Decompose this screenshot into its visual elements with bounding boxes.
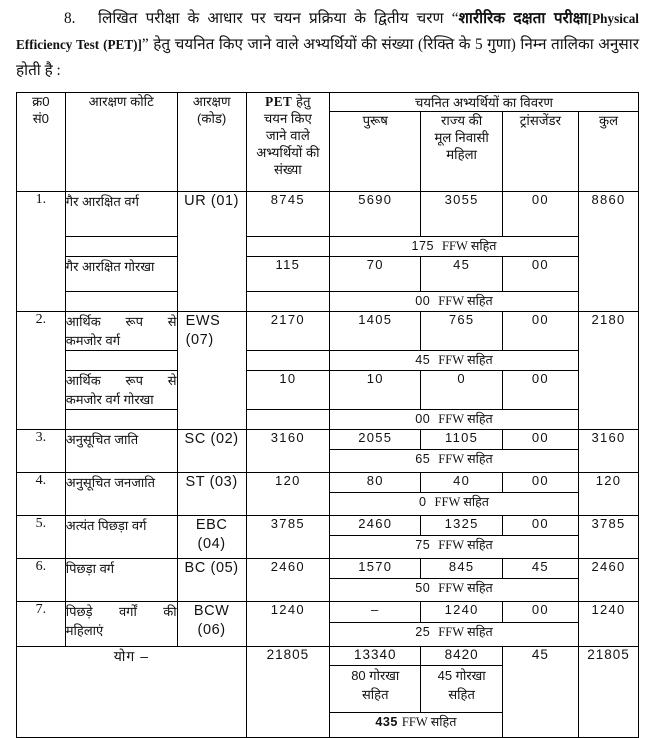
total-grand: 21805 [579, 647, 639, 738]
row-pet-2: 2170 [246, 312, 329, 351]
row-ffw-note-3: 65 FFW सहित [330, 450, 579, 473]
intro-paragraph [0, 0, 655, 84]
row-pet-4: 120 [246, 473, 329, 516]
row-code-4: ST (03) [177, 473, 246, 516]
row-male-2: 1405 [330, 312, 421, 351]
row-female-1-sub: 45 [421, 257, 502, 292]
row-female-7: 1240 [421, 602, 502, 623]
row-transgender-4: 00 [502, 473, 578, 493]
row-male-6: 1570 [330, 559, 421, 579]
table-row [17, 192, 639, 237]
row-code-1: UR (01) [177, 192, 246, 312]
row-transgender-3: 00 [502, 430, 578, 450]
total-label: योग – [17, 647, 247, 738]
row-pet-1-sub: 115 [246, 257, 329, 292]
row-pet-5: 3785 [246, 516, 329, 559]
row-code-5: EBC (04) [177, 516, 246, 559]
row-category-1-sub: गैर आरक्षित गोरखा [65, 257, 177, 292]
header-reservation-code: आरक्षण (कोड) [177, 93, 246, 192]
row-serial-3: 3. [17, 430, 66, 473]
row-code-6: BC (05) [177, 559, 246, 602]
row-ffw-note-1: 175 FFW सहित [330, 237, 579, 257]
row-male-2-sub: 10 [330, 371, 421, 410]
total-male: 13340 [330, 647, 421, 666]
table-ffw-row [17, 410, 639, 430]
row-ffw-note-4: 0 FFW सहित [330, 493, 579, 516]
row-female-2: 765 [421, 312, 502, 351]
row-male-4: 80 [330, 473, 421, 493]
row-code-2: EWS (07) [177, 312, 246, 430]
row-category-2-sub-spacer [65, 410, 177, 430]
header-reservation-category: आरक्षण कोटि [65, 93, 177, 192]
total-female: 8420 [421, 647, 502, 666]
row-category-6: पिछड़ा वर्ग [65, 559, 177, 602]
row-total-6: 2460 [579, 559, 639, 602]
row-pet-6: 2460 [246, 559, 329, 602]
row-serial-7: 7. [17, 602, 66, 647]
header-serial-number: क्र0 सं0 [17, 93, 66, 192]
row-pet-7: 1240 [246, 602, 329, 647]
row-category-5: अत्यंत पिछड़ा वर्ग [65, 516, 177, 559]
table-header-row-1 [17, 93, 639, 112]
intro-text-part2: हेतु चयनित किए जाने वाले अभ्यर्थियों की संख्या (रिक्ति के 5 गुणा) निम्न तालिका अनुसार होती है : [16, 36, 639, 79]
row-male-7: – [330, 602, 421, 623]
row-pet-1-spacer [246, 237, 329, 257]
row-transgender-1: 00 [502, 192, 578, 237]
header-male: पुरूष [330, 112, 421, 192]
row-category-7: पिछड़े वर्गों की महिलाएं [65, 602, 177, 647]
table-row [17, 371, 639, 410]
row-pet-2-sub-spacer [246, 410, 329, 430]
row-code-7: BCW (06) [177, 602, 246, 647]
row-total-1: 8860 [579, 192, 639, 312]
row-category-1: गैर आरक्षित वर्ग [65, 192, 177, 237]
row-transgender-6: 45 [502, 559, 578, 579]
intro-text-part1: लिखित परीक्षा के आधार पर चयन प्रक्रिया के द्वितीय चरण [98, 10, 452, 27]
row-ffw-note-7: 25 FFW सहित [330, 623, 579, 647]
total-male-gorkha-note: 80 गोरखा सहित [330, 666, 421, 713]
table-row [17, 257, 639, 292]
row-total-3: 3160 [579, 430, 639, 473]
pet-english-bold: [Physical Efficiency Test (PET)] [16, 11, 639, 52]
row-ffw-note-6: 50 FFW सहित [330, 579, 579, 602]
row-serial-2: 2. [17, 312, 66, 430]
quote-open: “ [451, 10, 459, 27]
row-male-1-sub: 70 [330, 257, 421, 292]
row-serial-5: 5. [17, 516, 66, 559]
table-row [17, 312, 639, 351]
header-transgender: ट्रांसजेंडर [502, 112, 578, 192]
row-ffw-note-2-sub: 00 FFW सहित [330, 410, 579, 430]
row-total-7: 1240 [579, 602, 639, 647]
row-female-2-sub: 0 [421, 371, 502, 410]
row-category-2-sub: आर्थिक रूप से कमजोर वर्ग गोरखा [65, 371, 177, 410]
total-ffw-note: 435 FFW सहित [330, 713, 503, 738]
row-female-3: 1105 [421, 430, 502, 450]
paragraph-number: 8. [64, 10, 76, 27]
row-female-6: 845 [421, 559, 502, 579]
row-serial-1: 1. [17, 192, 66, 312]
row-category-2-spacer [65, 351, 177, 371]
table-total-row [17, 647, 639, 666]
table-row [17, 516, 639, 536]
table-row [17, 559, 639, 579]
row-pet-3: 3160 [246, 430, 329, 473]
row-pet-1-sub-spacer [246, 292, 329, 312]
table-row [17, 473, 639, 493]
row-total-2: 2180 [579, 312, 639, 430]
table-ffw-row [17, 237, 639, 257]
header-total: कुल [579, 112, 639, 192]
row-serial-4: 4. [17, 473, 66, 516]
row-female-5: 1325 [421, 516, 502, 536]
row-pet-2-sub: 10 [246, 371, 329, 410]
total-pet: 21805 [246, 647, 329, 738]
row-ffw-note-5: 75 FFW सहित [330, 536, 579, 559]
row-category-1-sub-spacer [65, 292, 177, 312]
row-female-1: 3055 [421, 192, 502, 237]
row-category-2: आर्थिक रूप से कमजोर वर्ग [65, 312, 177, 351]
row-code-3: SC (02) [177, 430, 246, 473]
row-ffw-note-2: 45 FFW सहित [330, 351, 579, 371]
row-female-4: 40 [421, 473, 502, 493]
row-total-4: 120 [579, 473, 639, 516]
row-ffw-note-1-sub: 00 FFW सहित [330, 292, 579, 312]
total-female-gorkha-note: 45 गोरखा सहित [421, 666, 502, 713]
row-transgender-2-sub: 00 [502, 371, 578, 410]
header-selected-candidates-group: चयनित अभ्यर्थियों का विवरण [330, 93, 639, 112]
row-category-4: अनुसूचित जनजाति [65, 473, 177, 516]
row-transgender-2: 00 [502, 312, 578, 351]
header-pet-candidate-count: PET हेतु चयन किए जाने वाले अभ्यर्थियों की संख्या [246, 93, 329, 192]
row-total-5: 3785 [579, 516, 639, 559]
row-category-1-spacer [65, 237, 177, 257]
pet-selection-table-wrap [16, 92, 639, 738]
table-ffw-row [17, 351, 639, 371]
row-male-1: 5690 [330, 192, 421, 237]
row-male-3: 2055 [330, 430, 421, 450]
table-row [17, 602, 639, 623]
row-serial-6: 6. [17, 559, 66, 602]
quote-close: ” [141, 36, 149, 53]
row-male-5: 2460 [330, 516, 421, 536]
row-transgender-5: 00 [502, 516, 578, 536]
row-category-3: अनुसूचित जाति [65, 430, 177, 473]
table-ffw-row [17, 292, 639, 312]
row-pet-1: 8745 [246, 192, 329, 237]
pet-acronym: PET [265, 94, 293, 109]
table-row [17, 430, 639, 450]
row-transgender-7: 00 [502, 602, 578, 623]
pet-hindi-bold: शारीरिक दक्षता परीक्षा [458, 10, 588, 27]
pet-selection-table [16, 92, 639, 738]
total-transgender: 45 [502, 647, 578, 738]
header-state-domicile-female: राज्य की मूल निवासी महिला [421, 112, 502, 192]
row-pet-2-spacer [246, 351, 329, 371]
row-transgender-1-sub: 00 [502, 257, 578, 292]
